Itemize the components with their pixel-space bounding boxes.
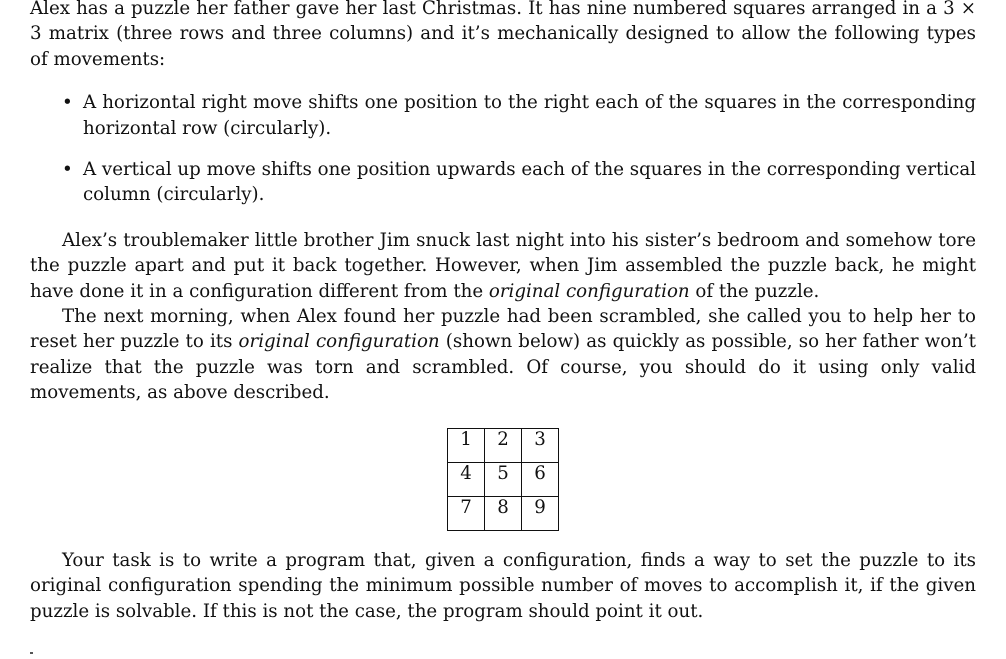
original-configuration-table [447,428,559,531]
morning-paragraph-end: (shown below) as quickly as possible, so her father won’t realize that the puzzle was torn and scrambled. Of course, you should do it using only valid movements, as above described. [30,331,976,404]
morning-paragraph-text: The next morning, when Alex found her puzzle had been scrambled, she called you to help her to reset her puzzle to its [30,306,976,353]
bullet-icon: • [62,92,73,114]
jim-paragraph-text: Alex’s troublemaker little brother Jim snuck last night into his sister’s bedroom and somehow tore the puzzle apart and put it back together. However, when Jim assembled the puzzle back, he might have done it in a configuration different from the [30,229,976,302]
emphasis-original-configuration: original configuration [238,331,440,353]
list-item [30,90,976,141]
grid-cell: 3 [522,429,559,463]
jim-paragraph-end: of the puzzle. [689,280,820,302]
task-section [30,548,976,624]
bullet-text-horizontal: A horizontal right move shifts one position to the right each of the squares in the corresponding horizontal row (circularly). [83,92,976,139]
problem-statement [30,0,976,406]
morning-paragraph [30,304,976,406]
grid-cell: 2 [485,429,522,463]
jim-paragraph [30,228,976,304]
grid-cell: 9 [522,497,559,531]
list-item [30,157,976,208]
grid-cell: 1 [448,429,485,463]
cut-off-text-fragment [30,652,33,654]
grid-cell: 7 [448,497,485,531]
bullet-text-vertical: A vertical up move shifts one position upwards each of the squares in the corresponding vertical column (circularly). [83,159,976,206]
intro-paragraph: Alex has a puzzle her father gave her last Christmas. It has nine numbered squares arranged in a 3 × 3 matrix (three rows and three columns) and it’s mechanically designed to allow the following types of movements: [30,0,976,70]
table-row [448,463,559,497]
grid-cell: 4 [448,463,485,497]
movement-list [30,90,976,208]
grid-cell: 6 [522,463,559,497]
emphasis-original-configuration: original configuration [488,280,690,302]
task-paragraph: Your task is to write a program that, given a configuration, finds a way to set the puzzle to its original configuration spending the minimum possible number of moves to accomplish it, if the given puzzle is solvable. If this is not the case, the program should point it out. [30,550,976,622]
puzzle-grid [447,428,559,531]
table-row [448,429,559,463]
table-row [448,497,559,531]
grid-cell: 8 [485,497,522,531]
bullet-icon: • [62,159,73,181]
grid-cell: 5 [485,463,522,497]
